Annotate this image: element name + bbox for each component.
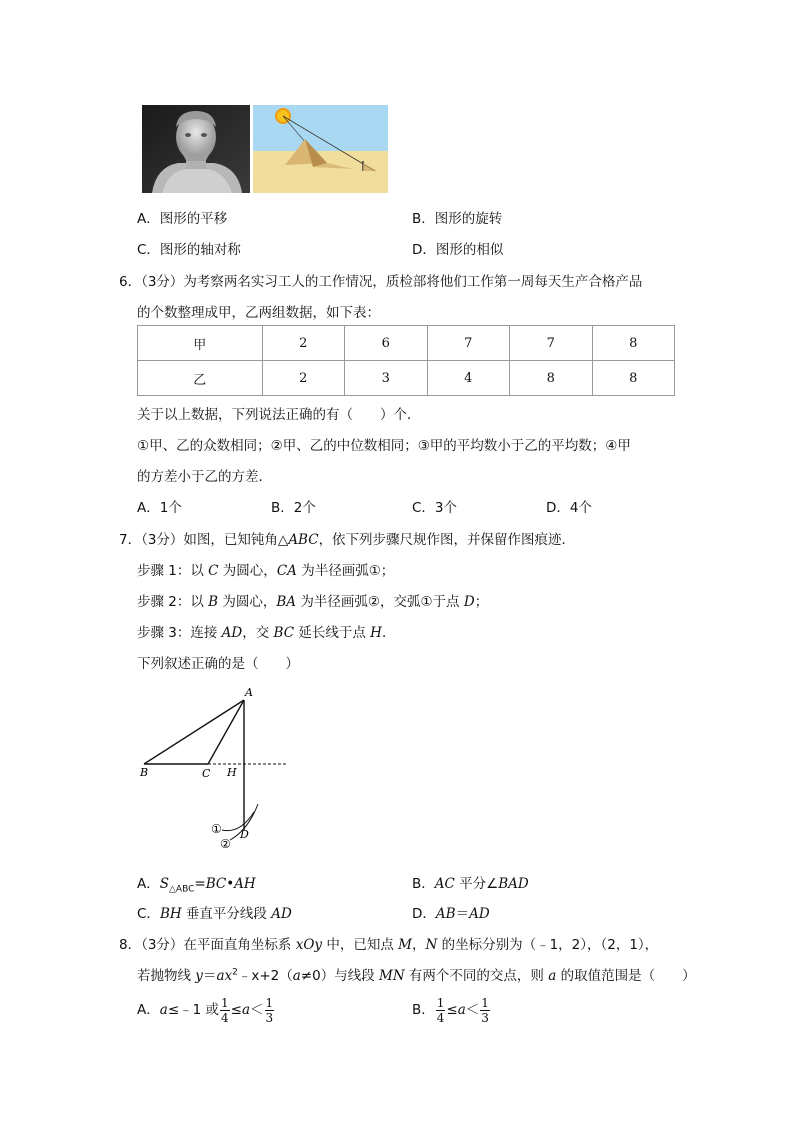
table-cell: 甲 <box>138 326 263 361</box>
table-row <box>138 326 675 361</box>
sky <box>253 105 388 155</box>
label-c: C <box>202 767 211 780</box>
q6-option-a[interactable]: A．1个 <box>137 500 182 516</box>
fraction: $\frac{1}{4}$ <box>436 995 445 1025</box>
table-cell: 7 <box>427 326 509 361</box>
table-cell: 2 <box>262 326 344 361</box>
q8-option-b[interactable]: B． $\frac{1}{4}$ ≤a＜ $\frac{1}{3}$ <box>412 995 489 1025</box>
segment-ab <box>144 700 244 764</box>
q7-option-c[interactable]: C．BH 垂直平分线段 AD <box>137 906 292 922</box>
segment-ac <box>208 700 244 764</box>
q7-stem-line1: 7．（3分）如图，已知钝角△ABC，依下列步骤尺规作图，并保留作图痕迹． <box>119 532 576 548</box>
q8-option-a[interactable]: A．a≤﹣1 或 $\frac{1}{4}$ ≤a＜ $\frac{1}{3}$ <box>137 995 274 1025</box>
q6-stem-line1: 6．（3分）为考察两名实习工人的工作情况，质检部将他们工作第一周每天生产合格产品 <box>119 274 643 290</box>
q6-option-d[interactable]: D．4个 <box>546 500 592 516</box>
q5-option-d[interactable]: D．图形的相似 <box>412 242 504 258</box>
q8-stem-line1: 8．（3分）在平面直角坐标系 xOy 中，已知点 M，N 的坐标分别为（﹣1，2），（2，1）， <box>119 937 659 953</box>
table-cell: 4 <box>427 361 509 396</box>
q7-step1: 步骤 1：以 C 为圆心，CA 为半径画弧①； <box>137 563 395 579</box>
q7-step2: 步骤 2：以 B 为圆心，BA 为半径画弧②，交弧①于点 D； <box>137 594 489 610</box>
q7-option-a[interactable]: A．$S_{\triangle ABC}=BC•AH$ <box>137 876 256 895</box>
table-cell: 2 <box>262 361 344 396</box>
table-row <box>138 361 675 396</box>
label-arc-2: ② <box>220 837 231 851</box>
q5-option-b[interactable]: B．图形的旋转 <box>412 211 503 227</box>
fraction: $\frac{1}{3}$ <box>265 995 274 1025</box>
q6-option-c[interactable]: C．3个 <box>412 500 458 516</box>
label-b: B <box>140 766 149 779</box>
q5-option-a[interactable]: A．图形的平移 <box>137 211 228 227</box>
table-cell: 7 <box>510 326 592 361</box>
label-a: A <box>245 686 253 699</box>
q8-stem-line2: 若抛物线 $y=ax^2﹣x+2(a\ne 0)$与线段 MN 有两个不同的交点，则 a 的取值范围是（ ） <box>137 967 696 984</box>
q6-data-table <box>137 325 675 396</box>
table-cell: 6 <box>345 326 427 361</box>
table-cell: 8 <box>592 326 675 361</box>
table-cell: 3 <box>345 361 427 396</box>
q6-stem-line4: ①甲、乙的众数相同；②甲、乙的中位数相同；③甲的平均数小于乙的平均数；④甲 <box>137 438 631 454</box>
fraction: $\frac{1}{4}$ <box>221 995 229 1025</box>
table-cell: 乙 <box>138 361 263 396</box>
label-arc-1: ① <box>211 822 222 836</box>
pyramid-shadow-illustration <box>253 105 388 193</box>
label-d: D <box>240 828 249 841</box>
q6-stem-line2: 的个数整理成甲，乙两组数据，如下表： <box>137 305 380 321</box>
q5-option-c[interactable]: C．图形的轴对称 <box>137 242 241 258</box>
q6-stem-line3: 关于以上数据，下列说法正确的有（ ）个． <box>137 407 421 423</box>
q7-option-d[interactable]: D．AB＝AD <box>412 906 490 922</box>
q7-question: 下列叙述正确的是（ ） <box>137 656 299 672</box>
table-cell: 8 <box>592 361 675 396</box>
label-h: H <box>227 766 237 779</box>
q7-geometry-figure <box>130 680 300 855</box>
q6-option-b[interactable]: B．2个 <box>271 500 316 516</box>
q7-option-b[interactable]: B．AC 平分∠BAD <box>412 876 529 892</box>
table-cell: 8 <box>510 361 592 396</box>
bust-photo <box>142 105 250 193</box>
q6-stem-line5: 的方差小于乙的方差． <box>137 469 272 485</box>
fraction: $\frac{1}{3}$ <box>481 995 489 1025</box>
q7-step3: 步骤 3：连接 AD，交 BC 延长线于点 H． <box>137 625 396 641</box>
